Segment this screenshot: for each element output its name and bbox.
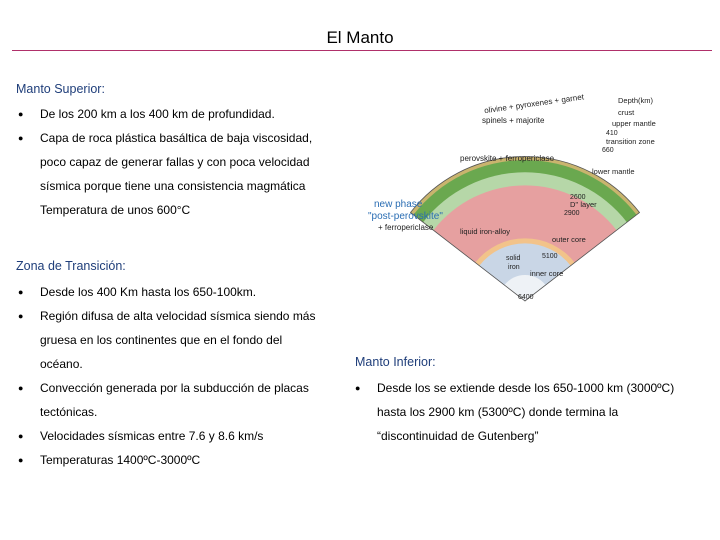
crust-label: crust (618, 108, 635, 117)
bullet-icon: ● (18, 287, 24, 297)
d-layer-label: D'' layer (570, 200, 597, 209)
post-perovskite-label: "post-perovskite" (368, 211, 443, 222)
earth-layers-diagram (362, 86, 688, 310)
list-item-text: Desde los se extiende desde los 650-1000 km (3000ºC) (377, 381, 675, 395)
bullet-icon: ● (18, 109, 24, 119)
bullet-icon: ● (18, 455, 24, 465)
list-item-text: océano. (40, 357, 83, 371)
list-item (16, 424, 356, 448)
title-divider (12, 50, 712, 51)
depth-2900-label: 2900 (564, 210, 580, 217)
bullet-icon: ● (18, 431, 24, 441)
lower-mantle-heading: Manto Inferior: (355, 355, 436, 369)
list-item-text: Desde los 400 Km hasta los 650-100km. (40, 285, 257, 299)
crust-minerals-label: olivine + pyroxenes + garnet (483, 92, 585, 116)
upper-mantle-list (16, 102, 356, 222)
transition-zone-label: transition zone (606, 137, 655, 146)
outer-core-label: outer core (552, 235, 586, 244)
list-item (16, 280, 356, 304)
list-item-text: sísmica porque tiene una consistencia magmática (40, 179, 306, 193)
new-phase-label: new phase (374, 199, 423, 210)
list-item (353, 376, 715, 448)
depth-header-label: Depth(km) (618, 96, 654, 105)
list-item-text: Convección generada por la subducción de placas (40, 381, 309, 395)
depth-5100-label: 5100 (542, 253, 558, 260)
bullet-icon: ● (18, 383, 24, 393)
lower-mantle-label: lower mantle (592, 167, 635, 176)
depth-410-label: 410 (606, 130, 618, 137)
list-item (16, 102, 356, 126)
outer-core-material-label: liquid iron-alloy (460, 227, 511, 236)
list-item (16, 448, 356, 472)
list-item-text: gruesa en los continentes que en el fondo del (40, 333, 283, 347)
bullet-icon: ● (18, 133, 24, 143)
depth-6400-label: 6400 (518, 294, 534, 301)
page-title: El Manto (326, 28, 394, 47)
list-item-text: poco capaz de generar fallas y con poca velocidad (40, 155, 310, 169)
upper-mantle-label: upper mantle (612, 119, 656, 128)
lower-mantle-minerals-label: perovskite + ferropericlase (460, 154, 555, 163)
inner-core-label: inner core (530, 269, 564, 278)
list-item-text: Temperatura de unos 600°C (40, 203, 191, 217)
lower-mantle-list (353, 376, 715, 448)
list-item (16, 304, 356, 376)
list-item-text: “discontinuidad de Gutenberg” (377, 429, 539, 443)
list-item-text: Temperaturas 1400ºC-3000ºC (40, 453, 201, 467)
bullet-icon: ● (355, 383, 361, 393)
transition-zone-heading: Zona de Transición: (16, 259, 126, 273)
depth-660-label: 660 (602, 147, 614, 154)
list-item (16, 126, 356, 222)
depth-2600-label: 2600 (570, 194, 586, 201)
list-item-text: Región difusa de alta velocidad sísmica siendo más (40, 309, 316, 323)
list-item-text: De los 200 km a los 400 km de profundidad. (40, 107, 275, 121)
bullet-icon: ● (18, 311, 24, 321)
transition-minerals-label: spinels + majorite (482, 116, 545, 125)
list-item-text: hasta los 2900 km (5300ºC) donde termina la (377, 405, 619, 419)
inner-core-solid-label: solid (506, 255, 521, 262)
list-item-text: Velocidades sísmicas entre 7.6 y 8.6 km/s (40, 429, 264, 443)
list-item-text: Capa de roca plástica basáltica de baja viscosidad, (40, 131, 313, 145)
inner-core-iron-label: iron (508, 264, 520, 271)
transition-zone-list (16, 280, 356, 472)
ferropericlase-phase-label: + ferropericlase (378, 223, 434, 232)
upper-mantle-heading: Manto Superior: (16, 82, 105, 96)
list-item-text: tectónicas. (40, 405, 98, 419)
list-item (16, 376, 356, 424)
